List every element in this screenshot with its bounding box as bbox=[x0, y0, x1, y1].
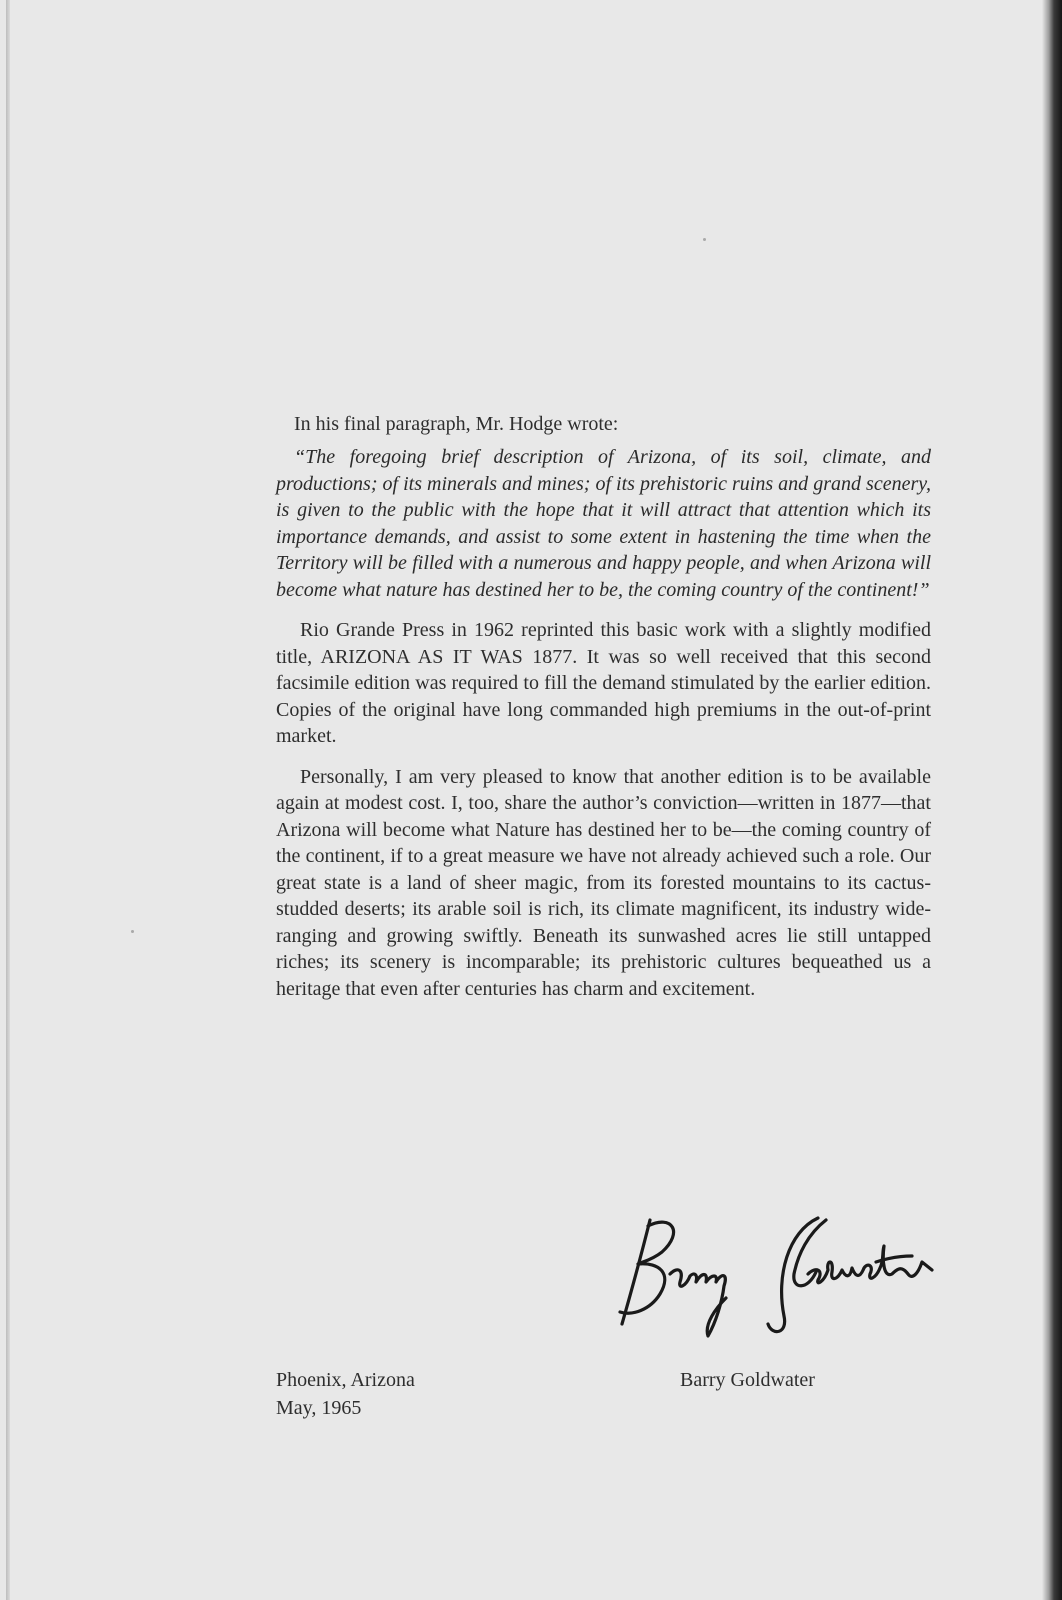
paper-speck bbox=[703, 238, 706, 241]
handwritten-signature bbox=[612, 1212, 942, 1338]
place-date: May, 1965 bbox=[276, 1397, 362, 1419]
signer-name: Barry Goldwater bbox=[680, 1369, 815, 1391]
paragraph-personal: Personally, I am very pleased to know that another edition is to be available again at modest cost. I, too, share the author’s conviction—written in 1877—that Arizona will become what Nature has destined her to be—the coming country of the continent, if to a great measure we have not already achieved such a role. Our great state is a land of sheer magic, from its forested mountains to its cactus-studded deserts; its arable soil is rich, its climate magnificent, its industry wide-ranging and growing swiftly. Beneath its sunwashed acres lie still untapped riches; its scenery is incomparable; its prehistoric cultures bequeathed us a heritage that even after centuries has charm and excitement. bbox=[276, 765, 931, 1000]
page-left-edge bbox=[6, 0, 10, 1600]
hodge-quote: “The foregoing brief description of Arizona, of its soil, climate, and productions; of its minerals and mines; of its prehistoric ruins and grand scenery, is given to the public with the hope that it will attract that attention which its importance demands, and assist to some extent in hastening the time when the Territory will be filled with a numerous and happy people, and when Arizona will become what nature has destined her to be, the coming country of the continent!” bbox=[276, 446, 931, 601]
place-and-date bbox=[276, 1366, 415, 1422]
intro-line: In his final paragraph, Mr. Hodge wrote: bbox=[294, 413, 619, 435]
place-city: Phoenix, Arizona bbox=[276, 1369, 415, 1391]
paragraph-reprint: Rio Grande Press in 1962 reprinted this basic work with a slightly modified title, ARIZONA AS IT WAS 1877. It was so well received that this second facsimile edition was required to fill the demand stimulated by the earlier edition. Copies of the original have long commanded high premiums in the out-of-print market. bbox=[276, 619, 931, 747]
paper-speck bbox=[131, 930, 134, 933]
page-binding-shadow bbox=[1042, 0, 1062, 1600]
body-text bbox=[276, 411, 931, 1016]
